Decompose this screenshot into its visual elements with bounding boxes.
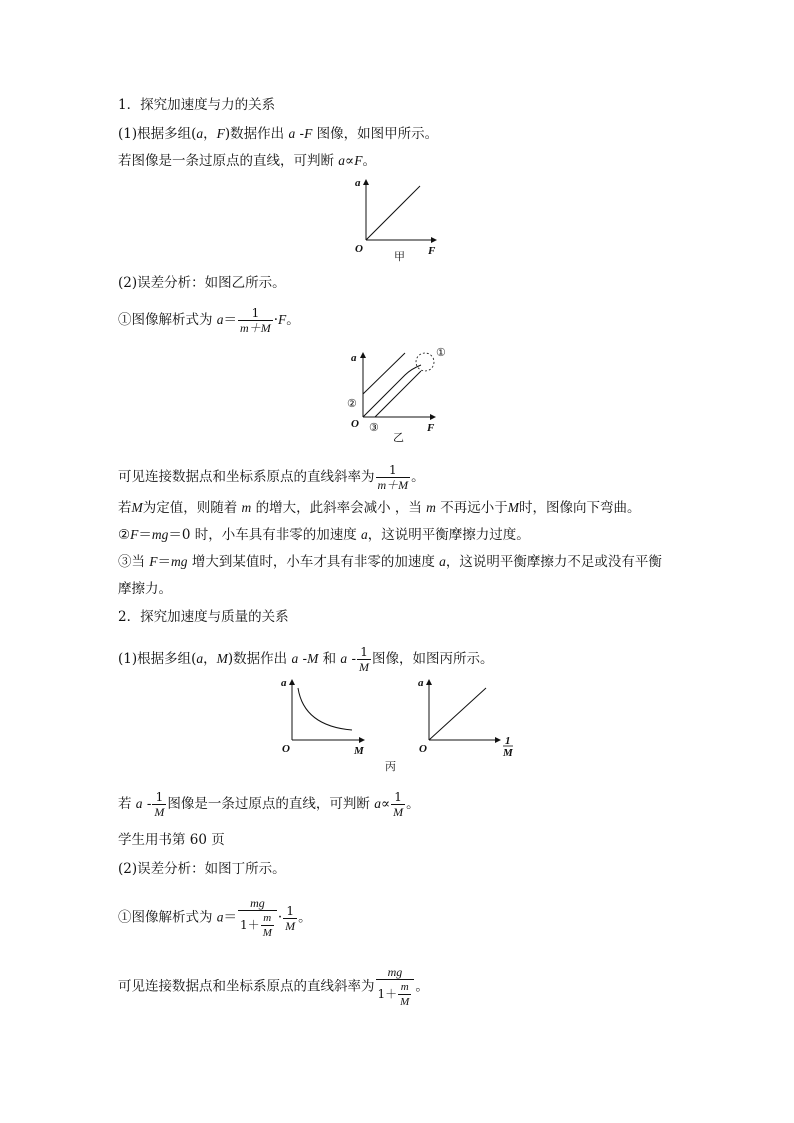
s1-paragraph-5: 可见连接数据点和坐标系原点的直线斜率为 $\frac{1}{m+M}$ 。: [118, 463, 425, 492]
svg-text:O: O: [351, 418, 359, 430]
s1-paragraph-6: 若M为定值，则随着 m 的增大，此斜率会减小 ，当 m 不再远小于M时，图像向下弯曲。: [118, 500, 641, 516]
s1-paragraph-7: ②F＝mg＝0 时，小车具有非零的加速度 a，这说明平衡摩擦力过度。: [118, 527, 530, 543]
figure-caption: 乙: [393, 432, 404, 443]
svg-text:O: O: [282, 743, 290, 755]
y-axis-label: a: [355, 177, 361, 189]
s2-paragraph-2: 若 a - $\frac{1}{M}$ 图像是一条过原点的直线，可判断 a∝ $\frac{1}{M}$ 。: [118, 790, 420, 819]
figure-jia: [350, 174, 445, 266]
graph-line-2: [363, 353, 405, 394]
svg-text:F: F: [427, 422, 435, 434]
svg-text:O: O: [419, 743, 427, 755]
hyperbola-curve: [298, 688, 352, 730]
svg-text:1: 1: [505, 735, 511, 747]
graph-a-M: [281, 677, 365, 757]
s1-paragraph-3: (2)误差分析：如图乙所示。: [118, 275, 286, 291]
svg-text:a: a: [418, 677, 424, 689]
graph-line: [366, 186, 420, 240]
svg-text:M: M: [354, 745, 364, 757]
page-reference: 学生用书第 60 页: [118, 832, 225, 848]
s2-paragraph-3: (2)误差分析：如图丁所示。: [118, 861, 286, 877]
section-2-heading: 2．探究加速度与质量的关系: [118, 609, 289, 625]
s1-paragraph-8: ③当 F＝mg 增大到某值时，小车才具有非零的加速度 a，这说明平衡摩擦力不足或没有平衡: [118, 554, 662, 570]
graph-line-1: [363, 365, 421, 417]
origin-label: O: [355, 243, 363, 255]
figure-bing: [278, 674, 528, 774]
graph-a-inverse-M: [418, 677, 514, 759]
graph-line: [429, 688, 486, 740]
figure-yi: [345, 345, 460, 443]
s2-formula-line: ①图像解析式为 a＝ mg 1＋ $\frac{m}{M}$ · $\frac{1}{M}$ 。: [118, 896, 312, 939]
figure-caption: 甲: [394, 251, 405, 263]
x-axis-label: F: [428, 245, 436, 257]
section-1-heading: 1．探究加速度与力的关系: [118, 97, 276, 113]
s1-paragraph-2: 若图像是一条过原点的直线，可判断 a∝F。: [118, 153, 376, 169]
graph-line-3: [375, 371, 421, 417]
s1-formula-line: ①图像解析式为 a＝ $\frac{1}{m+M}$ ·F。: [118, 306, 300, 335]
dashed-circle: [416, 353, 434, 371]
s2-paragraph-1: (1)根据多组(a，M)数据作出 a -M 和 a - $\frac{1}{M}$ 图像，如图丙所示。: [118, 645, 494, 674]
s1-paragraph-9: 摩擦力。: [118, 581, 172, 597]
svg-text:M: M: [503, 747, 513, 759]
svg-text:a: a: [351, 352, 357, 364]
svg-text:a: a: [281, 677, 287, 689]
marker-2: ②: [347, 398, 357, 410]
marker-3: ③: [369, 422, 379, 434]
fraction: $\frac{1}{m+M}$: [240, 306, 271, 335]
s2-paragraph-5: 可见连接数据点和坐标系原点的直线斜率为 mg 1＋ $\frac{m}{M}$ 。: [118, 965, 429, 1008]
figure-caption: 丙: [385, 761, 396, 773]
marker-1: ①: [436, 347, 446, 359]
s1-paragraph-1: (1)根据多组(a，F)数据作出 a -F 图像，如图甲所示。: [118, 126, 439, 142]
